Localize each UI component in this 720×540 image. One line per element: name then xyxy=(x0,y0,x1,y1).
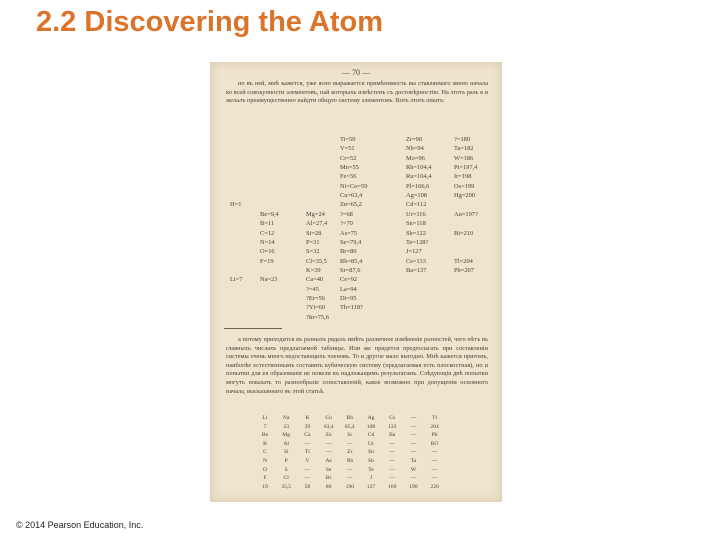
element-entry: Th=118? xyxy=(340,304,363,312)
table-cell: — xyxy=(431,466,438,473)
alternative-arrangement-table xyxy=(256,415,446,495)
element-entry: Ni=Co=59 xyxy=(340,182,368,190)
element-entry: Ir=198 xyxy=(454,173,472,181)
element-entry: Cd=112 xyxy=(406,201,427,209)
table-cell: 127 xyxy=(366,483,376,490)
table-cell: 39 xyxy=(304,423,311,430)
element-entry: Sn=118 xyxy=(406,220,426,228)
element-entry: Di=95 xyxy=(340,294,357,302)
table-cell: 19 xyxy=(262,483,268,490)
table-cell: B xyxy=(263,440,267,447)
element-entry: Mo=96 xyxy=(406,154,425,162)
element-entry: Te=128? xyxy=(406,238,429,246)
element-entry: Fe=56 xyxy=(340,173,357,181)
table-cell: 204 xyxy=(430,423,439,430)
table-cell: Zr xyxy=(347,449,353,456)
element-entry: Bi=210 xyxy=(454,229,474,237)
table-cell: Cl xyxy=(283,475,289,482)
table-cell: 58 xyxy=(304,483,311,490)
table-cell: — xyxy=(347,466,353,473)
element-entry: Ti=50 xyxy=(340,136,356,143)
table-cell: As xyxy=(325,458,332,464)
element-entry: Rh=104,4 xyxy=(406,164,432,172)
table-cell: — xyxy=(431,475,438,482)
element-entry: ?=68 xyxy=(340,210,353,218)
table-cell: — xyxy=(410,423,417,430)
table-cell: Sb xyxy=(368,458,374,464)
element-entry: La=94 xyxy=(340,285,357,293)
element-entry: F=19 xyxy=(260,257,274,265)
element-entry: Au=197? xyxy=(454,210,478,218)
table-cell: 108 xyxy=(366,423,376,430)
table-cell: Ca xyxy=(304,432,311,439)
element-entry: ?In=75,6 xyxy=(306,313,329,321)
table-cell: Ur xyxy=(368,440,374,447)
element-entry: Sr=87,6 xyxy=(340,266,361,274)
element-entry: Ba=137 xyxy=(406,266,427,274)
table-row xyxy=(256,475,446,482)
table-cell: Cs xyxy=(389,415,396,421)
table-cell: — xyxy=(347,475,353,482)
table-cell: — xyxy=(389,449,395,456)
element-entry: S=32 xyxy=(306,248,320,256)
table-cell: Nb xyxy=(346,458,354,464)
table-cell: O xyxy=(262,466,268,473)
table-row xyxy=(256,484,446,491)
table-cell: Si xyxy=(283,449,289,456)
element-entry: Mg=24 xyxy=(306,210,325,218)
element-entry: Tl=204 xyxy=(454,257,473,265)
table-cell: — xyxy=(347,440,353,447)
element-entry: Zr=90 xyxy=(406,136,423,143)
table-cell: Rb xyxy=(346,415,354,421)
table-cell: 190 xyxy=(345,483,354,490)
table-cell: 80 xyxy=(325,483,332,490)
element-entry: Br=80 xyxy=(340,248,357,256)
element-entry: Cu=63,4 xyxy=(340,192,363,200)
element-entry: ?Yt=60 xyxy=(306,304,326,312)
table-cell: Br xyxy=(325,475,332,482)
element-entry: N=14 xyxy=(260,238,275,246)
table-cell: — xyxy=(410,432,417,439)
page-number: — 70 — xyxy=(342,68,370,77)
element-entry: Si=28 xyxy=(306,229,322,237)
table-cell: — xyxy=(325,449,332,456)
table-cell: — xyxy=(304,466,311,473)
element-entry: Be=9,4 xyxy=(260,210,279,218)
table-cell: — xyxy=(431,458,438,464)
table-cell: — xyxy=(389,458,395,464)
table-cell: 63,4 xyxy=(323,423,334,430)
element-entry: W=186 xyxy=(454,154,474,162)
table-cell: — xyxy=(431,449,438,456)
element-entry: Pl=106,6 xyxy=(406,182,430,190)
slide-title: 2.2 Discovering the Atom xyxy=(36,6,384,38)
table-cell: — xyxy=(304,475,311,482)
element-entry: Na=23 xyxy=(260,276,278,284)
element-entry: Cl=35,5 xyxy=(306,257,327,265)
table-cell: K xyxy=(305,415,310,421)
table-cell: F xyxy=(263,475,267,482)
element-entry: ?=70 xyxy=(340,220,353,228)
table-cell: — xyxy=(410,475,417,482)
table-row xyxy=(256,458,446,465)
element-entry: Rb=85,4 xyxy=(340,257,363,265)
table-cell: 35,5 xyxy=(281,483,292,490)
table-cell: — xyxy=(410,415,417,421)
element-entry: Pt=197,4 xyxy=(454,164,478,172)
table-cell: — xyxy=(325,440,332,447)
table-cell: 7 xyxy=(263,423,267,430)
element-entry: Ag=108 xyxy=(406,192,428,200)
table-row xyxy=(256,449,446,456)
divider-rule xyxy=(224,328,282,329)
element-entry: Zn=65,2 xyxy=(340,201,362,209)
table-cell: — xyxy=(410,440,417,447)
element-entry: Se=79,4 xyxy=(340,238,362,246)
table-cell: Mg xyxy=(282,432,291,439)
table-cell: — xyxy=(389,466,395,473)
table-cell: — xyxy=(389,475,395,482)
element-entry: Li=7 xyxy=(230,276,243,284)
table-cell: 220 xyxy=(430,483,439,490)
element-entry: J=127 xyxy=(406,248,422,256)
table-cell: Bi? xyxy=(430,440,439,447)
table-cell: Se xyxy=(325,466,332,473)
element-entry: As=75 xyxy=(340,229,358,237)
table-cell: Cu xyxy=(325,415,332,421)
element-entry: H=1 xyxy=(230,201,242,209)
table-cell: Be xyxy=(261,432,269,439)
copyright-notice: © 2014 Pearson Education, Inc. xyxy=(16,520,144,530)
table-cell: 160 xyxy=(387,483,397,490)
table-cell: Ba xyxy=(389,432,396,439)
element-entry: Sb=122 xyxy=(406,229,426,237)
table-cell: 133 xyxy=(387,423,397,430)
element-entry: C=12 xyxy=(260,229,275,237)
table-cell: J xyxy=(369,475,373,482)
table-cell: W xyxy=(410,466,417,473)
element-entry: Ur=116 xyxy=(406,210,426,218)
table-cell: Ta xyxy=(410,458,417,464)
table-cell: — xyxy=(410,449,417,456)
element-entry: K=39 xyxy=(306,266,321,274)
element-entry: Cr=52 xyxy=(340,154,357,162)
table-cell: Sn xyxy=(368,449,374,456)
table-cell: S xyxy=(284,466,288,473)
table-cell: Li xyxy=(262,415,268,421)
table-cell: 190 xyxy=(409,483,418,490)
intro-paragraph: но въ ней, мнѣ кажется, уже ясно выражается примѣнимость вы ставляемаго мною начала ко всей совокупности элементовъ, пай которыхъ извѣстенъ съ достовѣрностію. На этотъ разъ я и желалъ преимущественно найдти общую систему элементовъ. Вотъ этотъ опытъ: xyxy=(226,80,488,105)
element-entry: Pb=207 xyxy=(454,266,474,274)
element-entry: Mn=55 xyxy=(340,164,359,172)
element-entry: Ce=92 xyxy=(340,276,358,284)
table-cell: Cd xyxy=(367,432,375,439)
table-cell: Te xyxy=(368,466,374,473)
table-cell: N xyxy=(262,458,268,464)
mendeleev-table-page xyxy=(210,62,502,502)
table-cell: Na xyxy=(282,415,290,421)
table-cell: Pb xyxy=(431,432,438,439)
table-cell: Sr xyxy=(347,432,353,439)
table-cell: 85,4 xyxy=(344,423,355,430)
table-row xyxy=(256,432,446,439)
element-entry: P=31 xyxy=(306,238,320,246)
element-entry: Ru=104,4 xyxy=(406,173,432,181)
table-cell: V xyxy=(305,458,310,464)
table-row xyxy=(256,467,446,474)
element-entry: Ca=40 xyxy=(306,276,324,284)
element-entry: Hg=200 xyxy=(454,192,476,200)
element-entry: V=51 xyxy=(340,145,355,153)
table-cell: Ti xyxy=(305,449,310,456)
element-entry: ?=45 xyxy=(306,285,319,293)
element-entry: ?=180 xyxy=(454,136,471,143)
table-cell: P xyxy=(284,458,288,464)
element-entry: Nb=94 xyxy=(406,145,424,153)
table-cell: — xyxy=(389,440,395,447)
element-entry: Ta=182 xyxy=(454,145,474,153)
element-entry: Al=27,4 xyxy=(306,220,328,228)
element-entry: ?Er=56 xyxy=(306,294,325,302)
table-cell: Al xyxy=(283,440,289,447)
table-cell: — xyxy=(304,440,311,447)
table-row xyxy=(256,441,446,448)
element-entry: Cs=133 xyxy=(406,257,426,265)
footnote-paragraph: а потому приходится въ разныхъ рядахъ имѣть различное измѣненіе разностей, чего нѣтъ въ главныхъ числахъ предлагаемой таблицы. Или же придется предполагать при составленіи системы очень много недостающихъ членовъ. То и другое мало выгодно. Мнѣ кажется притомъ, наиболѣе естественнымъ составить кубическую систему (предлагаемая есть плоскостная), но и попытки для ея образованія не повели къ надлежащимъ результатамъ. Слѣдующія двѣ попытки могутъ показать то разнообразіе сопоставленій, какое возможно при допущеніи основного начала, высказаннаго въ этой статьѣ. xyxy=(226,336,488,395)
table-cell: C xyxy=(263,449,267,456)
table-cell: Tl xyxy=(432,415,438,421)
element-entry: O=16 xyxy=(260,248,275,256)
table-row xyxy=(256,415,446,422)
table-cell: Zn xyxy=(325,432,332,439)
table-cell: Ag xyxy=(367,415,375,421)
element-entry: Os=199 xyxy=(454,182,475,190)
element-entry: B=11 xyxy=(260,220,275,228)
table-row xyxy=(256,424,446,431)
table-cell: 23 xyxy=(283,423,289,430)
